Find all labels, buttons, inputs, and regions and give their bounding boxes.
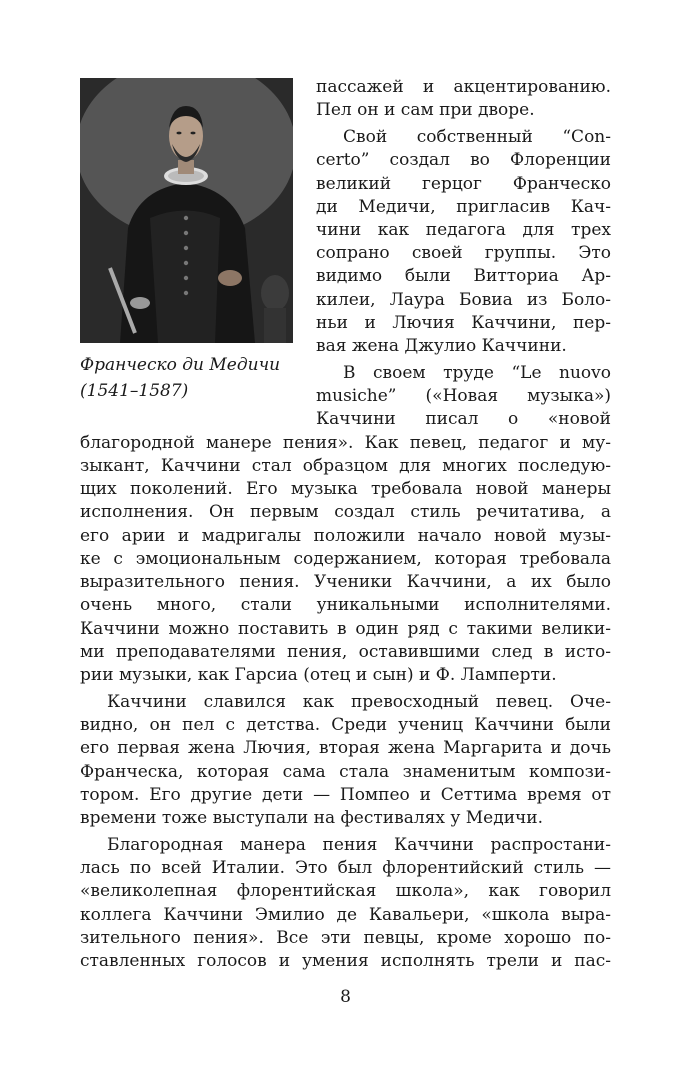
text-line: тором. Его другие дети — Помпео и Сеттима время от: [80, 785, 611, 805]
text-line: исполнения. Он первым создал стиль речитатива, а: [80, 502, 611, 522]
text-line: ди Медичи, пригласив Кач-: [316, 197, 611, 217]
text-line: чини как педагога для трех: [316, 220, 611, 240]
text-line: Свой собственный “Con-: [343, 127, 611, 147]
text-line: ньи и Лючия Каччини, пер-: [316, 313, 611, 333]
text-line: его арии и мадригалы положили начало новой музы-: [80, 526, 611, 546]
text-line: очень много, стали уникальными исполнителями.: [80, 595, 611, 615]
caption-line: (1541–1587): [80, 381, 189, 401]
text-line: великий герцог Франческо: [316, 174, 611, 194]
text-line: Франческа, которая сама стала знаменитым компози-: [80, 762, 611, 782]
text-line: видно, он пел с детства. Среди учениц Каччини были: [80, 715, 611, 735]
text-line: коллега Каччини Эмилио де Кавальери, «школа выра-: [80, 905, 611, 925]
text-line: зительного пения». Все эти певцы, кроме хорошо по-: [80, 928, 611, 948]
text-line: его первая жена Лючия, вторая жена Маргарита и дочь: [80, 738, 611, 758]
text-line: ке с эмоциональным содержанием, которая требовала: [80, 549, 611, 569]
text-line: щих поколений. Его музыка требовала новой манеры: [80, 479, 611, 499]
text-line: выразительного пения. Ученики Каччини, а их было: [80, 572, 611, 592]
portrait-image: [80, 78, 293, 343]
text-line: пассажей и акцентированию.: [316, 77, 611, 97]
text-line: лась по всей Италии. Это был флорентийский стиль —: [80, 858, 611, 878]
text-line: ставленных голосов и умения исполнять трели и пас-: [80, 951, 611, 971]
figure-caption: [80, 352, 300, 404]
text-line: certo” создал во Флоренции: [316, 150, 611, 170]
text-line: зыкант, Каччини стал образцом для многих последую-: [80, 456, 611, 476]
text-line: «великолепная флорентийская школа», как говорил: [80, 881, 611, 901]
text-line: рии музыки, как Гарсиа (отец и сын) и Ф. Ламперти.: [80, 665, 557, 685]
text-line: килеи, Лаура Бовиа из Боло-: [316, 290, 611, 310]
caption-line: Франческо ди Медичи: [80, 355, 281, 375]
page-number: 8: [340, 987, 351, 1007]
text-line: Каччини писал о «новой: [316, 409, 611, 429]
text-line: видимо были Витториа Ар-: [316, 266, 611, 286]
text-line: сопрано своей группы. Это: [316, 243, 611, 263]
text-line: Пел он и сам при дворе.: [316, 100, 535, 120]
text-line: Благородная манера пения Каччини распростани-: [107, 835, 611, 855]
text-line: musiche” («Новая музыка»): [316, 386, 611, 406]
text-line: вая жена Джулио Каччини.: [316, 336, 567, 356]
text-line: времени тоже выступали на фестивалях у Медичи.: [80, 808, 543, 828]
text-line: ми преподавателями пения, оставившими след в исто-: [80, 642, 611, 662]
text-line: благородной манере пения». Как певец, педагог и му-: [80, 433, 611, 453]
text-line: Каччини славился как превосходный певец. Оче-: [107, 692, 611, 712]
text-line: В своем труде “Le nuovo: [343, 363, 611, 383]
text-line: Каччини можно поставить в один ряд с такими велики-: [80, 619, 611, 639]
